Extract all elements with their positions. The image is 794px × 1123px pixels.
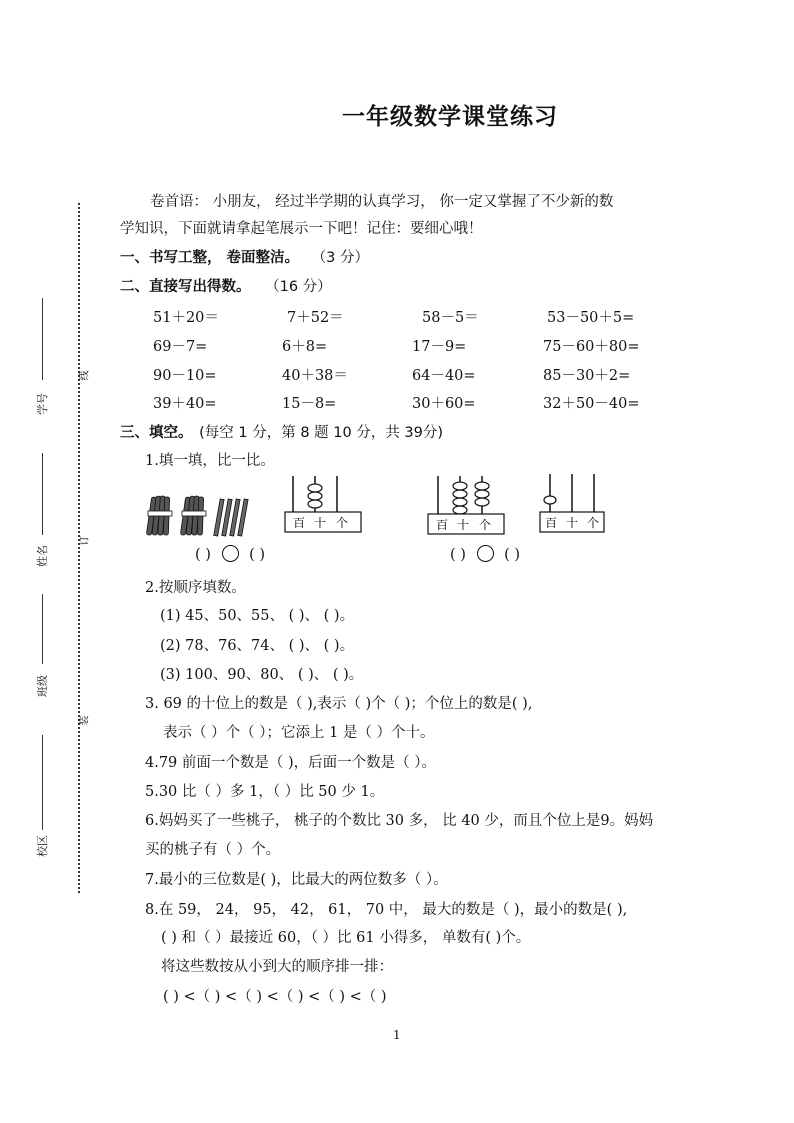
calc-item[interactable]: 30＋60= <box>412 396 476 412</box>
q8-line-3: 将这些数按从小到大的顺序排一排： <box>161 959 393 975</box>
section-2-title: 二、直接写出得数。 <box>120 279 251 295</box>
intro-line-2: 学知识，下面就请拿起笔展示一下吧！记住：要细心哦！ <box>120 221 483 237</box>
section-3-score: (每空 1 分，第 8 题 10 分，共 39分) <box>199 425 444 441</box>
q6-line-1: 6.妈妈买了一些桃子， 桃子的个数比 30 多， 比 40 少，而且个位上是9。妈妈 <box>145 813 654 829</box>
q4-line[interactable]: 4.79 前面一个数是（ )，后面一个数是（ ）。 <box>145 755 437 771</box>
calc-item[interactable]: 32＋50－40= <box>543 396 640 412</box>
abacus-3-hundreds-label: 百 <box>545 516 558 530</box>
calc-item[interactable]: 39＋40= <box>153 396 217 412</box>
dotted-binding-line <box>78 203 80 893</box>
abacus-3 <box>538 470 620 534</box>
abacus-2-tens-label: 十 <box>457 518 470 532</box>
section-3-title: 三、填空。 <box>120 425 193 441</box>
q2-label: 2.按顺序填数。 <box>145 580 246 596</box>
binding-char-order: 订 <box>79 535 91 546</box>
abacus-1-ones-label: 个 <box>336 516 349 530</box>
student-id-label: 学号 <box>36 393 49 415</box>
calc-item[interactable]: 17－9= <box>412 339 467 355</box>
calc-item[interactable]: 85－30＋2= <box>543 368 631 384</box>
calc-item[interactable]: 51＋20＝ <box>153 310 219 326</box>
stick-bundle-icon <box>146 496 172 535</box>
compare-circle[interactable] <box>222 545 239 562</box>
answer-blank[interactable]: ( ) <box>504 547 521 563</box>
calc-item[interactable]: 40＋38＝ <box>282 368 348 384</box>
q1-label: 1.填一填，比一比。 <box>145 453 275 469</box>
section-1-heading <box>120 246 369 267</box>
student-id-field-line[interactable] <box>42 298 43 380</box>
abacus-3-ones-label: 个 <box>587 516 600 530</box>
q6-line-2[interactable]: 买的桃子有（ ）个。 <box>145 842 281 858</box>
q1-compare-left <box>195 545 265 563</box>
campus-label: 校区 <box>36 835 49 857</box>
class-field-line[interactable] <box>42 594 43 664</box>
abacus-2-hundreds-label: 百 <box>436 518 449 532</box>
single-sticks-icon <box>214 499 248 536</box>
stick-bundles-illustration <box>145 493 260 541</box>
calc-item[interactable]: 6＋8= <box>282 339 328 355</box>
section-2-score: （16 分） <box>265 279 332 295</box>
calc-item[interactable]: 53－50＋5= <box>547 310 635 326</box>
calc-item[interactable]: 64－40= <box>412 368 476 384</box>
q7-line[interactable]: 7.最小的三位数是( )，比最大的两位数多（ ）。 <box>145 872 448 888</box>
name-field-line[interactable] <box>42 453 43 535</box>
section-1-score: （3 分） <box>311 250 370 266</box>
q3-line-2[interactable]: 表示（ ）个（ ）；它添上 1 是（ ）个十。 <box>163 725 435 741</box>
class-label: 班级 <box>36 675 49 697</box>
q8-line-1[interactable]: 8.在 59， 24， 95， 42， 61， 70 中， 最大的数是（ )，最小的数是( ), <box>145 902 628 918</box>
abacus-2 <box>426 474 508 538</box>
abacus-1 <box>283 474 365 538</box>
binding-char-pack: 装 <box>79 715 91 726</box>
binding-char-line: 线 <box>79 370 91 381</box>
abacus-1-hundreds-label: 百 <box>293 516 306 530</box>
section-3-heading <box>120 421 443 442</box>
q2-item-3[interactable]: (3) 100、90、80、 ( )、 ( )。 <box>160 667 364 683</box>
answer-blank[interactable]: ( ) <box>249 547 266 563</box>
calc-item[interactable]: 90－10= <box>153 368 217 384</box>
abacus-2-ones-label: 个 <box>479 518 492 532</box>
q8-line-2[interactable]: ( ) 和（ ）最接近 60，（ ）比 61 小得多， 单数有( )个。 <box>161 930 531 946</box>
name-label: 姓名 <box>36 545 49 567</box>
abacus-1-tens-label: 十 <box>314 516 327 530</box>
calc-item[interactable]: 58－5＝ <box>422 310 479 326</box>
calc-item[interactable]: 69－7= <box>153 339 208 355</box>
calc-item[interactable]: 15－8= <box>282 396 337 412</box>
q1-compare-right <box>450 545 520 563</box>
intro-line-1: 卷首语： 小朋友， 经过半学期的认真学习， 你一定又掌握了不少新的数 <box>150 194 614 210</box>
q2-item-1[interactable]: (1) 45、50、55、 ( )、 ( )。 <box>160 608 355 624</box>
page-number: 1 <box>393 1028 401 1042</box>
calc-item[interactable]: 7＋52＝ <box>287 310 344 326</box>
q3-line-1[interactable]: 3. 69 的十位上的数是（ ),表示（ )个（ )；个位上的数是( ), <box>145 696 533 712</box>
stick-bundle-icon <box>180 496 206 535</box>
calc-item[interactable]: 75－60＋80= <box>543 339 640 355</box>
compare-circle[interactable] <box>477 545 494 562</box>
q5-line[interactable]: 5.30 比（ ）多 1，（ ）比 50 少 1。 <box>145 784 385 800</box>
q2-item-2[interactable]: (2) 78、76、74、 ( )、 ( )。 <box>160 638 355 654</box>
abacus-3-tens-label: 十 <box>566 516 579 530</box>
section-2-heading <box>120 275 332 296</box>
section-1-title: 一、书写工整， 卷面整洁。 <box>120 250 300 266</box>
answer-blank[interactable]: ( ) <box>195 547 211 563</box>
campus-field-line[interactable] <box>42 735 43 830</box>
page-title: 一年级数学课堂练习 <box>342 103 558 130</box>
q8-ordering-row[interactable]: ( ) <（ ) <（ ) <（ ) <（ ) <（ ) <box>163 989 387 1005</box>
answer-blank[interactable]: ( ) <box>450 547 466 563</box>
